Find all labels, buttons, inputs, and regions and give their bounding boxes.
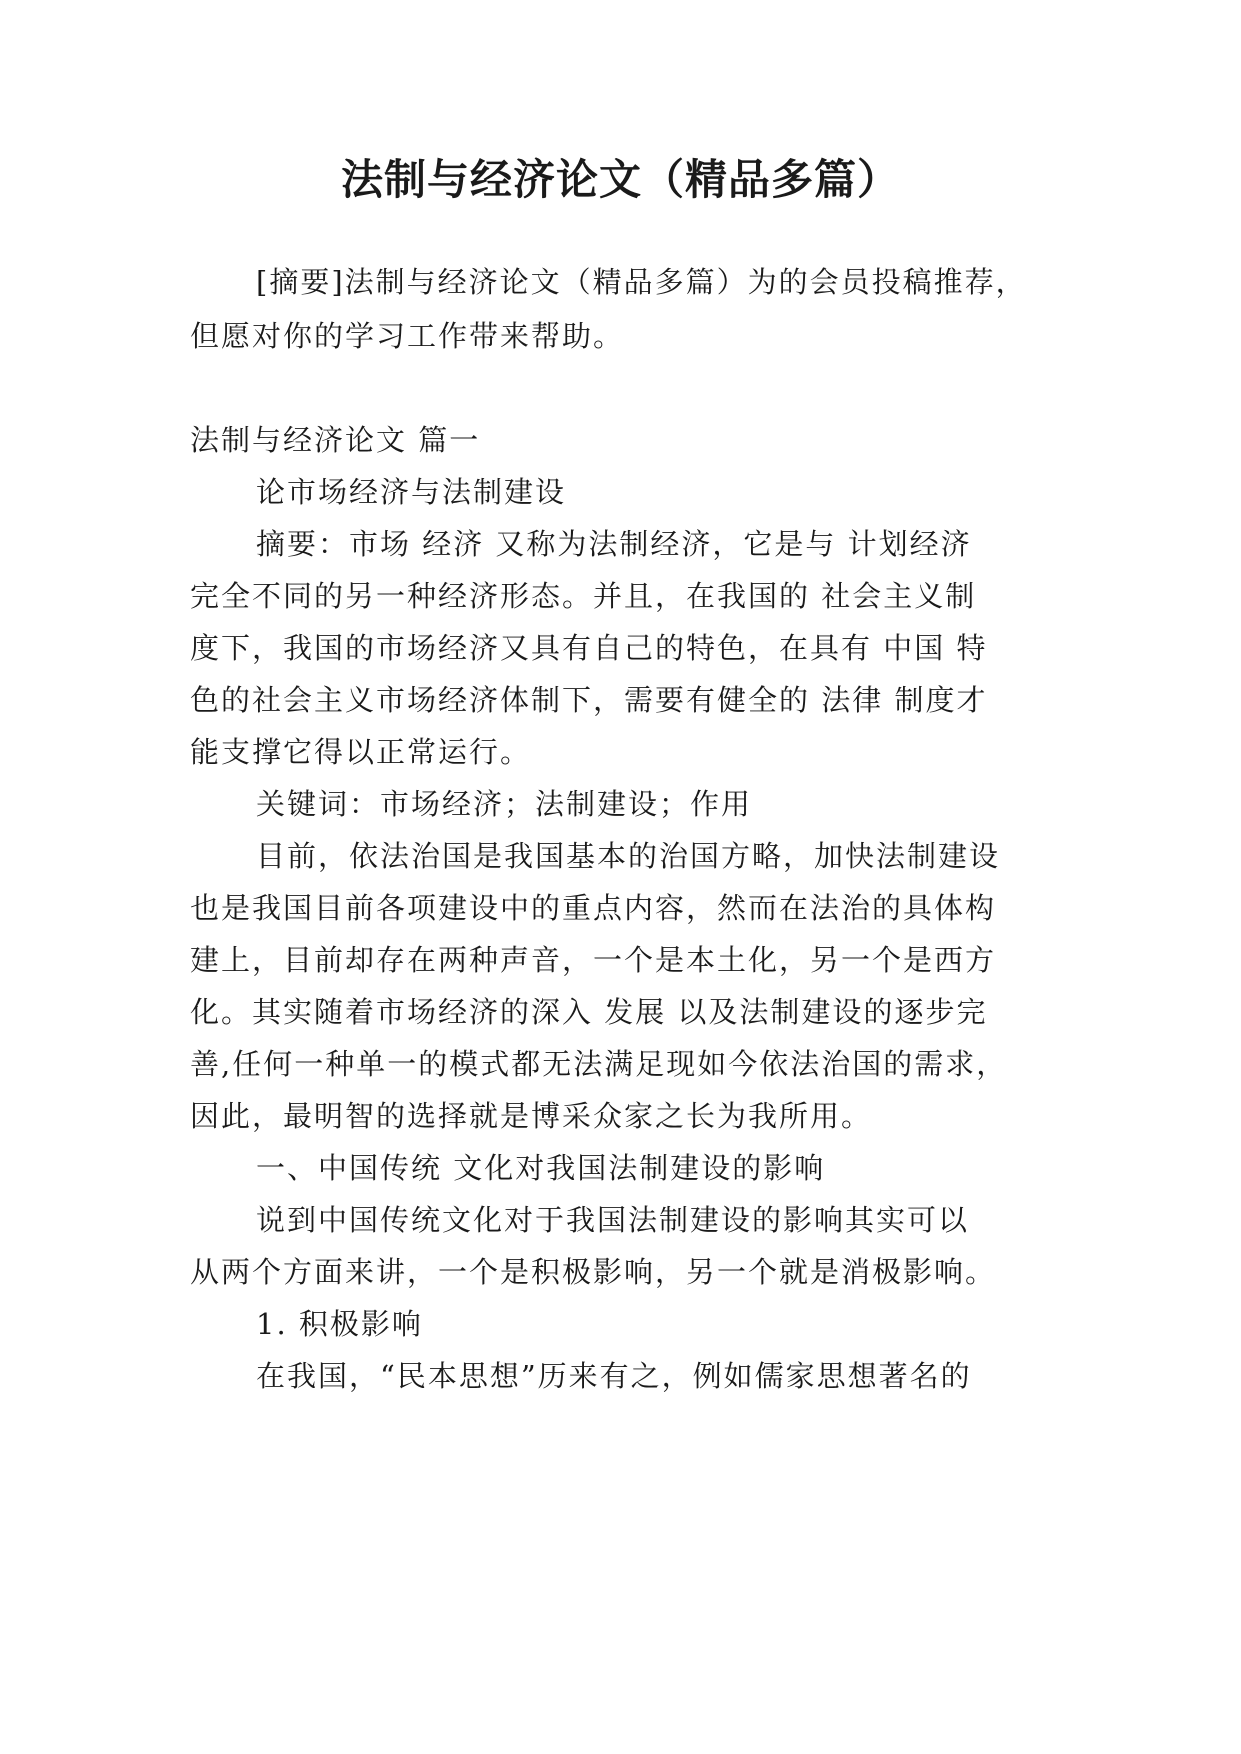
section-heading: 法制与经济论文 篇一 bbox=[190, 423, 481, 457]
keywords-line: 关键词：市场经济；法制建设；作用 bbox=[256, 787, 753, 821]
summary-line-4: 色的社会主义市场经济体制下，需要有健全的 法律 制度才 bbox=[190, 683, 988, 717]
intro-line-6: 因此，最明智的选择就是博采众家之长为我所用。 bbox=[190, 1099, 873, 1133]
abstract-line-2: 但愿对你的学习工作带来帮助。 bbox=[190, 319, 625, 353]
summary-line-1: 摘要：市场 经济 又称为法制经济，它是与 计划经济 bbox=[256, 527, 972, 561]
summary-line-5: 能支撑它得以正常运行。 bbox=[190, 735, 532, 769]
intro-line-1: 目前，依法治国是我国基本的治国方略，加快法制建设 bbox=[256, 839, 1001, 873]
intro-line-4: 化。其实随着市场经济的深入 发展 以及法制建设的逐步完 bbox=[190, 995, 988, 1029]
intro-line-5: 善,任何一种单一的模式都无法满足现如今依法治国的需求， bbox=[190, 1047, 1008, 1081]
heading-one: 一、中国传统 文化对我国法制建设的影响 bbox=[256, 1151, 826, 1185]
summary-line-2: 完全不同的另一种经济形态。并且，在我国的 社会主义制 bbox=[190, 579, 977, 613]
abstract-line-1: [摘要]法制与经济论文（精品多篇）为的会员投稿推荐， bbox=[256, 265, 1027, 299]
culture-line-1: 说到中国传统文化对于我国法制建设的影响其实可以 bbox=[256, 1203, 970, 1237]
intro-line-2: 也是我国目前各项建设中的重点内容，然而在法治的具体构 bbox=[190, 891, 997, 925]
sub-heading: 1. 积极影响 bbox=[256, 1307, 423, 1341]
last-line: 在我国，“民本思想”历来有之，例如儒家思想著名的 bbox=[256, 1359, 972, 1393]
article-title: 论市场经济与法制建设 bbox=[256, 475, 567, 509]
summary-line-3: 度下，我国的市场经济又具有自己的特色，在具有 中国 特 bbox=[190, 631, 988, 665]
culture-line-2: 从两个方面来讲，一个是积极影响，另一个就是消极影响。 bbox=[190, 1255, 997, 1289]
document-title: 法制与经济论文（精品多篇） bbox=[340, 155, 900, 204]
intro-line-3: 建上，目前却存在两种声音，一个是本土化，另一个是西方 bbox=[190, 943, 997, 977]
